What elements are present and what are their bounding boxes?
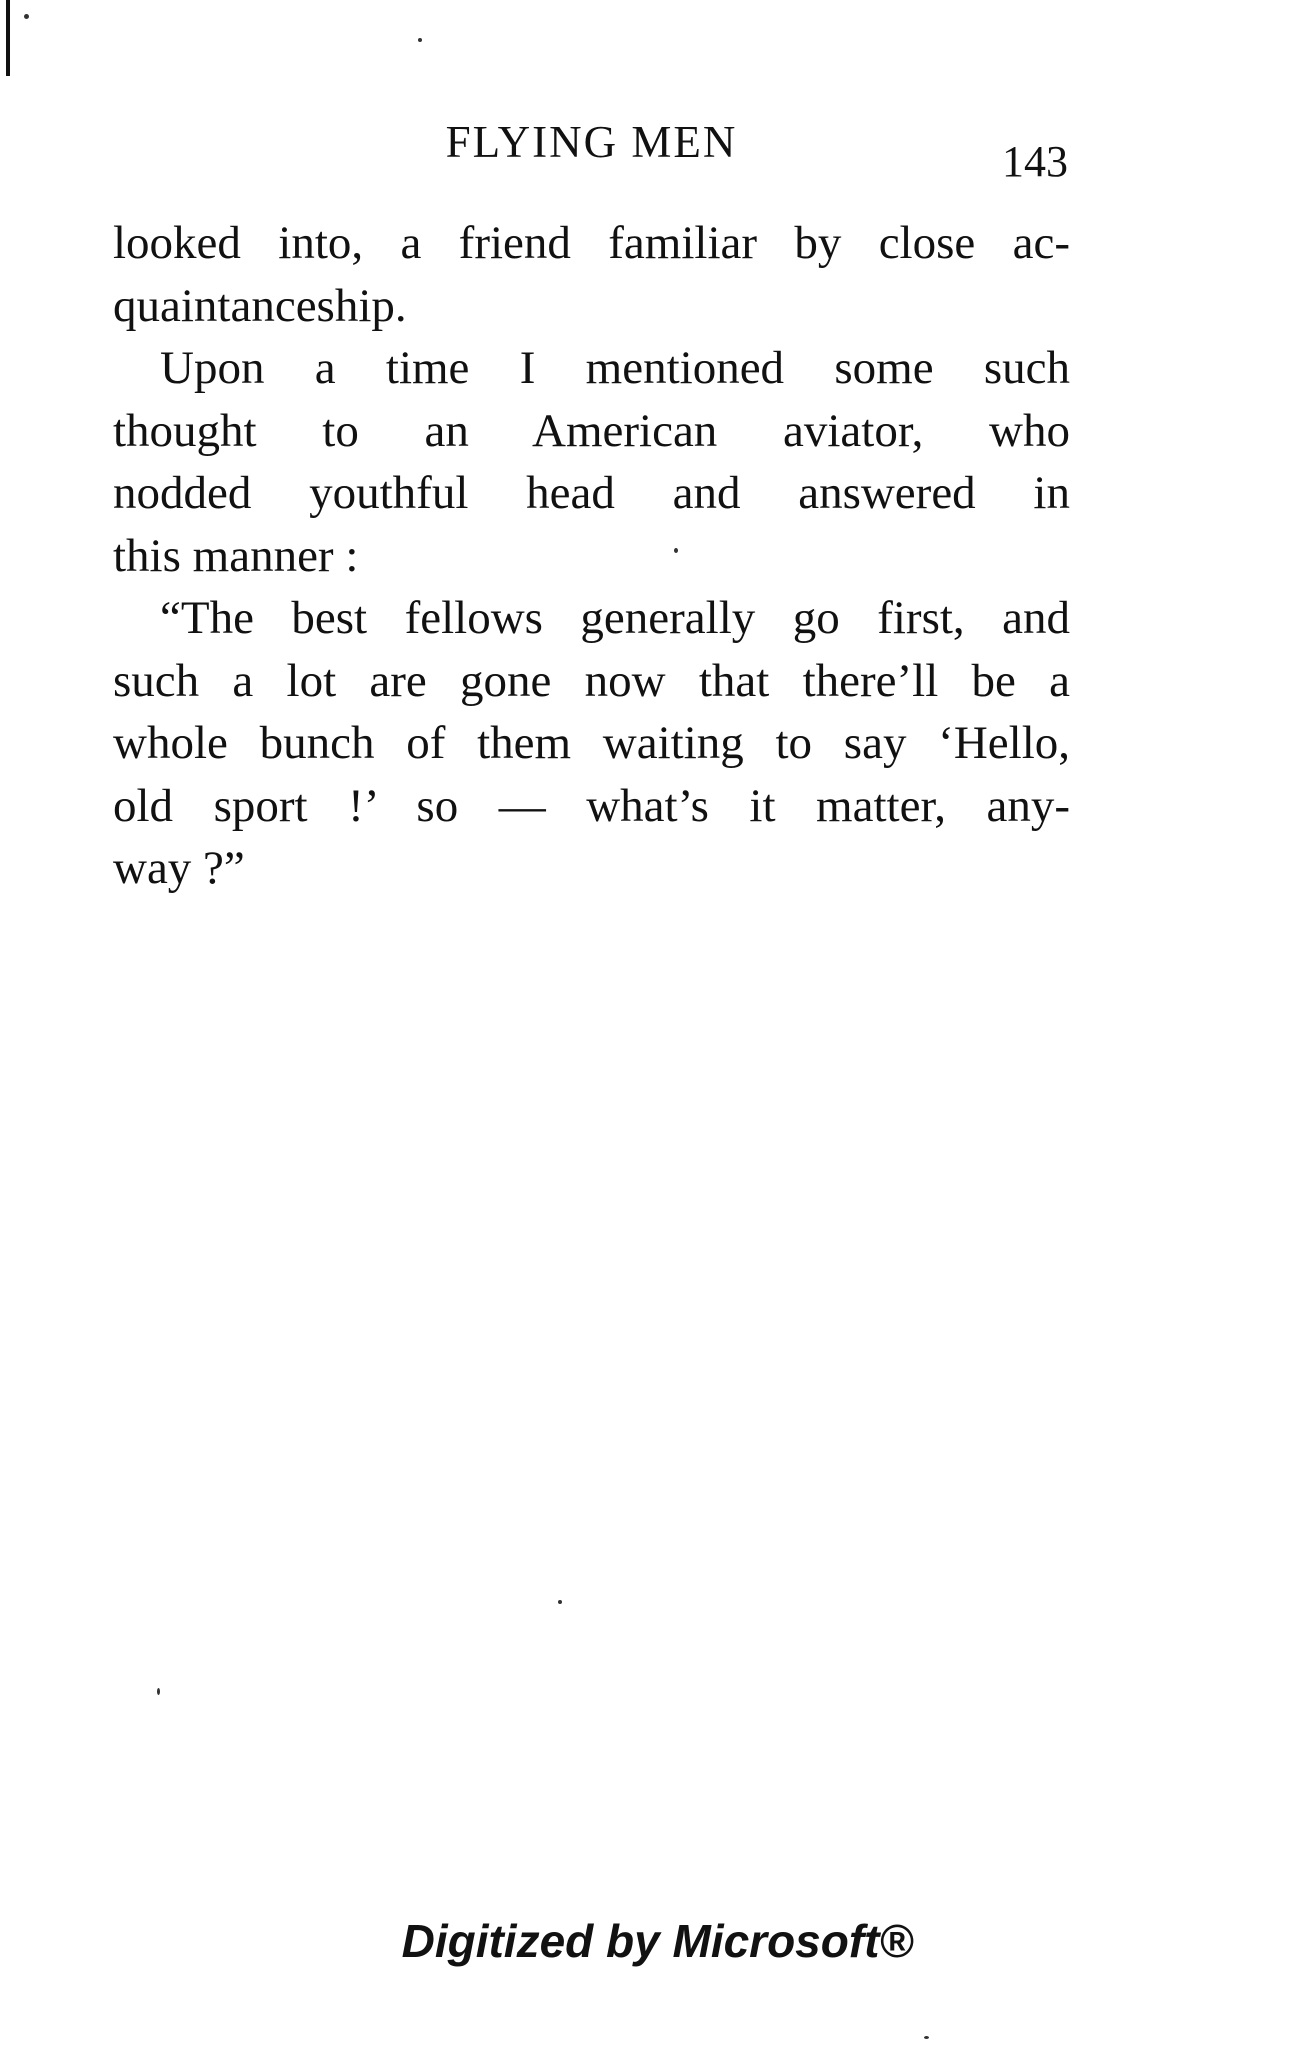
scan-speck (418, 38, 422, 42)
scan-edge-mark (6, 0, 10, 76)
text-line: this manner : (113, 529, 359, 582)
body-text (113, 212, 1070, 900)
running-title: FLYING MEN (445, 117, 738, 167)
text-line: Upon a time I mentioned some such (160, 342, 1070, 394)
page-number: 143 (1002, 137, 1068, 186)
text-line: looked into, a friend familiar by close ac- (113, 217, 1070, 269)
text-line: whole bunch of them waiting to say ‘Hello, (113, 717, 1070, 769)
text-line: thought to an American aviator, who (113, 404, 1070, 457)
scan-speck (924, 2036, 929, 2039)
scan-speck (157, 1688, 160, 1695)
running-head (113, 116, 1070, 186)
scan-speck (24, 14, 29, 19)
text-line: “The best fellows generally go first, and (160, 592, 1070, 644)
text-line: old sport !’ so — what’s it matter, any- (113, 779, 1070, 832)
scan-speck (558, 1600, 562, 1604)
text-line: nodded youthful head and answered in (113, 467, 1070, 519)
text-line: quaintanceship. (113, 279, 407, 332)
text-line: such a lot are gone now that there’ll be a (113, 654, 1070, 707)
text-line: way ?” (113, 842, 245, 894)
digitization-watermark: Digitized by Microsoft® (401, 1915, 914, 1967)
